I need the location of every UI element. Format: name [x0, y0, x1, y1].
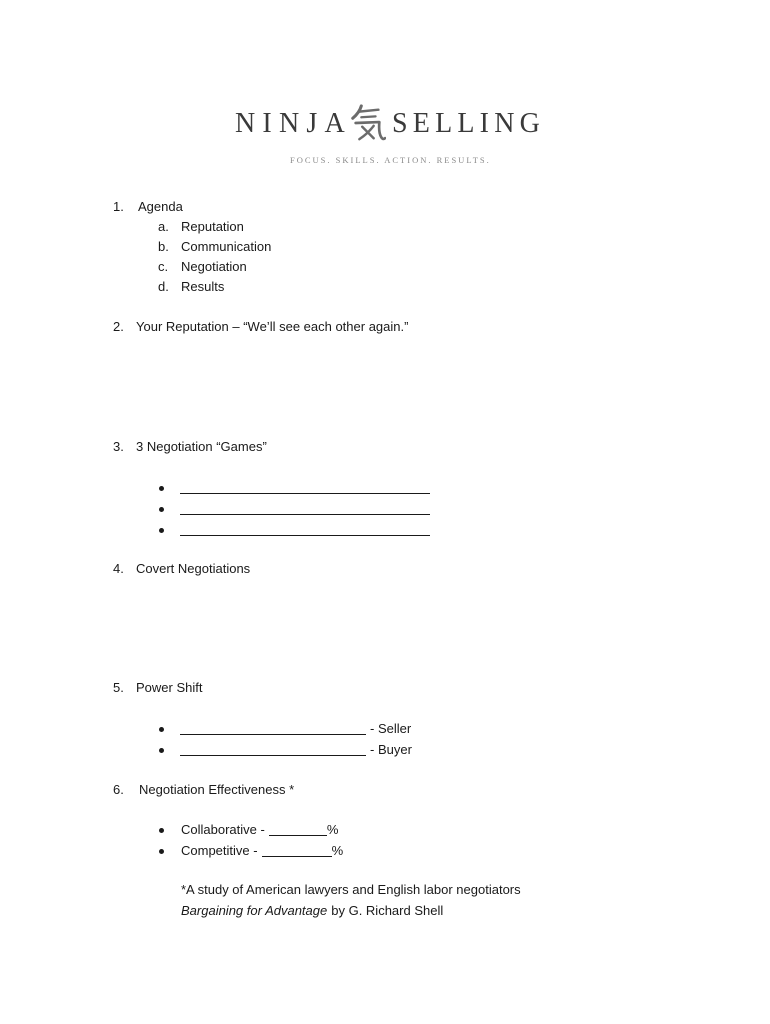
fill-in-blank[interactable] — [180, 535, 430, 536]
bullet-marker — [159, 748, 164, 753]
section-number: 6. — [113, 782, 124, 797]
fill-in-blank[interactable] — [262, 856, 332, 857]
subitem-label: Reputation — [181, 219, 244, 234]
fill-in-blank[interactable] — [269, 835, 327, 836]
section-title: Your Reputation – “We’ll see each other again.” — [136, 319, 409, 334]
section-title: Power Shift — [136, 680, 203, 695]
row-suffix: - Buyer — [370, 742, 412, 757]
bullet-marker — [159, 528, 164, 533]
footnote-citation — [181, 903, 443, 919]
book-title: Bargaining for Advantage — [181, 903, 328, 918]
bullet-marker — [159, 486, 164, 491]
fill-in-blank[interactable] — [180, 514, 430, 515]
bullet-marker — [159, 727, 164, 732]
section-title: Agenda — [138, 199, 183, 214]
subitem-marker: a. — [158, 219, 169, 234]
subitem-label: Communication — [181, 239, 272, 254]
bullet-row — [180, 501, 430, 517]
logo-word-ninja: NINJA — [235, 108, 352, 139]
subitem-marker: d. — [158, 279, 169, 294]
section-title: Covert Negotiations — [136, 561, 251, 576]
section-title: 3 Negotiation “Games” — [136, 439, 267, 454]
subitem-marker: b. — [158, 239, 169, 254]
bullet-marker — [159, 507, 164, 512]
bullet-row — [181, 822, 338, 838]
row-prefix: Competitive - — [181, 843, 258, 858]
bullet-row — [180, 721, 411, 737]
logo-tagline: FOCUS. SKILLS. ACTION. RESULTS. — [290, 155, 491, 165]
logo-word-selling: SELLING — [392, 108, 546, 139]
row-suffix: % — [326, 822, 339, 837]
bullet-row — [180, 522, 430, 538]
fill-in-blank[interactable] — [180, 734, 366, 735]
section-number: 4. — [113, 561, 124, 576]
section-number: 2. — [113, 319, 124, 334]
bullet-row — [181, 843, 343, 859]
footnote-line: *A study of American lawyers and English labor negotiators — [181, 882, 521, 897]
row-prefix: Collaborative - — [181, 822, 265, 837]
bullet-marker — [159, 828, 164, 833]
section-title: Negotiation Effectiveness * — [139, 782, 295, 797]
ki-kanji-icon — [348, 103, 386, 143]
row-suffix: - Seller — [370, 721, 412, 736]
fill-in-blank[interactable] — [180, 755, 366, 756]
ninja-selling-logo — [0, 0, 770, 180]
bullet-marker — [159, 849, 164, 854]
section-number: 5. — [113, 680, 124, 695]
fill-in-blank[interactable] — [180, 493, 430, 494]
bullet-row — [180, 742, 412, 758]
bullet-row — [180, 480, 430, 496]
subitem-label: Results — [181, 279, 225, 294]
section-number: 3. — [113, 439, 124, 454]
subitem-marker: c. — [158, 259, 169, 274]
book-byline: by G. Richard Shell — [331, 903, 444, 918]
subitem-label: Negotiation — [181, 259, 247, 274]
row-suffix: % — [331, 843, 344, 858]
section-number: 1. — [113, 199, 124, 214]
